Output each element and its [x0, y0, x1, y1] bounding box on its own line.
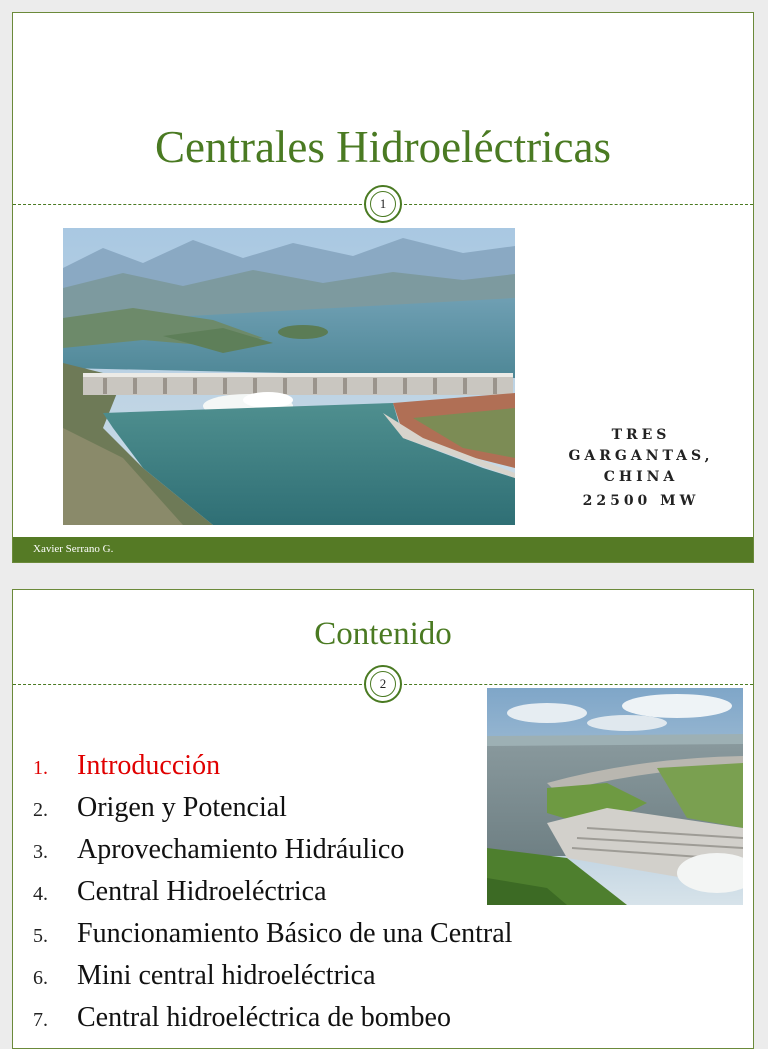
caption-line: CHINA — [603, 469, 679, 485]
list-item-label: Introducción — [77, 750, 221, 781]
list-item — [33, 1002, 512, 1044]
list-item-index: 7. — [33, 1009, 48, 1031]
list-item — [33, 834, 512, 876]
list-item-label: Mini central hidroeléctrica — [77, 960, 376, 991]
contents-list — [33, 750, 512, 1044]
list-item — [33, 876, 512, 918]
dam-spillway-photo — [487, 688, 743, 905]
author-name: Xavier Serrano G. — [33, 543, 114, 555]
list-item-label: Central hidroeléctrica de bombeo — [77, 1002, 451, 1033]
caption-power: 22500 MW — [582, 493, 700, 509]
caption-line: GARGANTAS, — [568, 448, 714, 464]
list-item-label: Aprovechamiento Hidráulico — [77, 834, 405, 865]
list-item-index: 5. — [33, 925, 48, 947]
slide-title: Centrales Hidroeléctricas — [154, 122, 612, 172]
list-item — [33, 792, 512, 834]
list-item — [33, 960, 512, 1002]
slide-number-badge — [364, 665, 402, 703]
caption-line: TRES — [611, 427, 671, 443]
list-item-index: 4. — [33, 883, 48, 905]
footer-bar — [13, 537, 753, 563]
list-item-label: Funcionamiento Básico de una Central — [77, 918, 513, 949]
dam-photo — [63, 228, 515, 525]
list-item-index: 2. — [33, 799, 48, 821]
list-item-label: Origen y Potencial — [77, 792, 287, 823]
list-item-index: 1. — [33, 757, 48, 779]
slide-number: 1 — [379, 196, 387, 211]
list-item-index: 6. — [33, 967, 48, 989]
list-item-label: Central Hidroeléctrica — [77, 876, 327, 907]
slide-1 — [12, 12, 754, 563]
list-item-index: 3. — [33, 841, 48, 863]
photo-caption — [541, 425, 741, 512]
slide-2 — [12, 589, 754, 1049]
list-item — [33, 918, 512, 960]
slide-title: Contenido — [314, 616, 452, 652]
slide-number: 2 — [379, 676, 387, 691]
list-item — [33, 750, 512, 792]
slide-number-badge — [364, 185, 402, 223]
